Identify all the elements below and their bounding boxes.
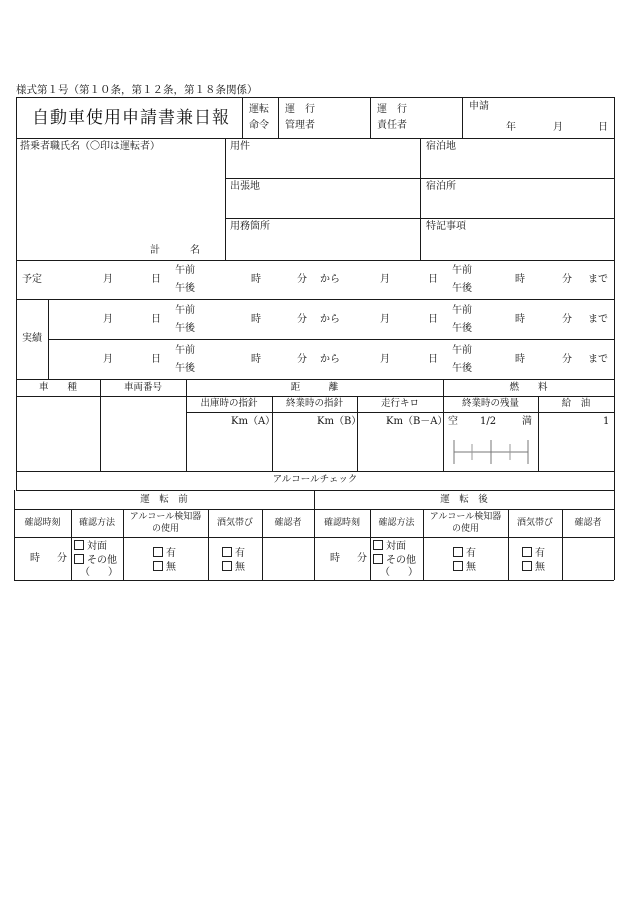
pm-label: 午後	[452, 363, 472, 374]
day-unit: 日	[151, 314, 161, 325]
pm-label: 午後	[175, 363, 195, 374]
method-other-label: その他	[87, 555, 117, 566]
shuki-no-option[interactable]	[222, 561, 245, 574]
fuel-full-label: 満	[522, 416, 532, 427]
checkbox-icon[interactable]	[373, 554, 383, 564]
from-label: から	[320, 354, 340, 365]
hour-unit: 時	[515, 274, 525, 285]
paren-close: ）	[108, 567, 118, 578]
shuki-no-option[interactable]	[522, 561, 545, 574]
checkbox-icon[interactable]	[222, 561, 232, 571]
checkbox-icon[interactable]	[153, 547, 163, 557]
yes-label: 有	[535, 548, 545, 559]
unten-label: 運転	[249, 104, 269, 115]
month-unit: 月	[103, 314, 113, 325]
tokki-jikou-label: 特記事項	[426, 221, 466, 232]
fuel-half-label: 1/2	[480, 416, 497, 427]
day-unit: 日	[151, 354, 161, 365]
method-face-option[interactable]	[373, 540, 406, 553]
hour-unit: 時	[330, 553, 340, 564]
passenger-total-label: 計 名	[150, 245, 200, 256]
checkbox-icon[interactable]	[74, 540, 84, 550]
minute-unit: 分	[297, 274, 307, 285]
form-reference: 様式第１号（第１０条，第１２条，第１８条関係）	[16, 84, 258, 96]
detector-header-2: の使用	[451, 524, 479, 534]
checkbox-icon[interactable]	[74, 554, 84, 564]
km-ba-unit: Km（B－A）	[386, 416, 448, 427]
hour-unit: 時	[251, 274, 261, 285]
unko-kanrisha-label-2: 管理者	[285, 120, 315, 131]
sharyo-bango-header: 車両番号	[123, 382, 162, 393]
minute-unit: 分	[562, 314, 572, 325]
method-face-option[interactable]	[74, 540, 107, 553]
pm-label: 午後	[175, 323, 195, 334]
no-label: 無	[535, 562, 545, 573]
shashu-header: 車 種	[38, 382, 77, 393]
method-face-label: 対面	[386, 541, 406, 552]
soko-kiro-header: 走行キロ	[380, 398, 419, 409]
month-unit: 月	[380, 354, 390, 365]
yes-label: 有	[166, 548, 176, 559]
until-label: まで	[588, 274, 608, 285]
minute-unit: 分	[357, 553, 367, 564]
detector-no-option[interactable]	[453, 561, 476, 574]
day-unit: 日	[151, 274, 161, 285]
checkbox-icon[interactable]	[153, 561, 163, 571]
shucchouchi-label: 出張地	[230, 181, 260, 192]
passengers-label: 搭乗者職氏名（〇印は運転者）	[20, 141, 160, 152]
am-label: 午前	[175, 345, 195, 356]
day-unit: 日	[428, 314, 438, 325]
checkbox-icon[interactable]	[453, 561, 463, 571]
pm-label: 午後	[452, 323, 472, 334]
kakunin-jikoku-header: 確認時刻	[24, 518, 61, 528]
shuki-yes-option[interactable]	[522, 547, 545, 560]
method-other-option[interactable]	[74, 554, 117, 567]
document-title: 自動車使用申請書兼日報	[32, 108, 230, 128]
no-label: 無	[235, 562, 245, 573]
until-label: まで	[588, 354, 608, 365]
hour-unit: 時	[515, 354, 525, 365]
day-label: 日	[598, 122, 608, 133]
shuki-header: 酒気帯び	[516, 518, 553, 528]
am-label: 午前	[452, 345, 472, 356]
shuki-header: 酒気帯び	[216, 518, 253, 528]
nenryo-header: 燃 料	[509, 382, 548, 393]
am-label: 午前	[452, 265, 472, 276]
fuel-empty-label: 空	[448, 416, 458, 427]
hour-unit: 時	[251, 314, 261, 325]
kakunin-houhou-header: 確認方法	[378, 518, 415, 528]
checkbox-icon[interactable]	[522, 561, 532, 571]
detector-yes-option[interactable]	[453, 547, 476, 560]
unko-sekininsha-label-1: 運 行	[377, 104, 407, 115]
day-unit: 日	[428, 274, 438, 285]
kyuyu-header: 給 油	[561, 398, 591, 409]
yes-label: 有	[235, 548, 245, 559]
hour-unit: 時	[515, 314, 525, 325]
detector-no-option[interactable]	[153, 561, 176, 574]
shugyo-shishin-header: 終業時の指針	[285, 398, 343, 409]
minute-unit: 分	[297, 314, 307, 325]
from-label: から	[320, 274, 340, 285]
youmu-kasho-label: 用務箇所	[230, 221, 270, 232]
minute-unit: 分	[297, 354, 307, 365]
paren-open: （	[380, 567, 390, 578]
no-label: 無	[166, 562, 176, 573]
method-other-label: その他	[386, 555, 416, 566]
yes-label: 有	[466, 548, 476, 559]
before-driving-header: 運 転 前	[140, 494, 188, 505]
checkbox-icon[interactable]	[453, 547, 463, 557]
detector-header-2: の使用	[151, 524, 179, 534]
shinsei-label: 申請	[469, 101, 489, 112]
kakuninsha-header: 確認者	[574, 518, 602, 528]
unko-kanrisha-label-1: 運 行	[285, 104, 315, 115]
month-unit: 月	[103, 354, 113, 365]
km-b-unit: Km（B）	[317, 416, 362, 427]
fuel-gauge-icon	[448, 434, 534, 468]
method-other-option[interactable]	[373, 554, 416, 567]
youken-label: 用件	[230, 141, 250, 152]
pm-label: 午後	[452, 283, 472, 294]
year-label: 年	[506, 122, 516, 133]
kakunin-houhou-header: 確認方法	[78, 518, 115, 528]
kakuninsha-header: 確認者	[274, 518, 302, 528]
yotei-label: 予定	[22, 274, 42, 285]
pm-label: 午後	[175, 283, 195, 294]
shugyo-zanryo-header: 終業時の残量	[461, 398, 519, 409]
detector-header-1: アルコール検知器	[429, 512, 502, 522]
shukuhakusho-label: 宿泊所	[426, 181, 456, 192]
kakunin-jikoku-header: 確認時刻	[323, 518, 360, 528]
alcohol-check-title: アルコールチェック	[272, 474, 358, 485]
km-a-unit: Km（A）	[231, 416, 276, 427]
hour-unit: 時	[30, 553, 40, 564]
am-label: 午前	[175, 265, 195, 276]
hour-unit: 時	[251, 354, 261, 365]
jisseki-label: 実績	[22, 333, 42, 344]
until-label: まで	[588, 314, 608, 325]
shuki-yes-option[interactable]	[222, 547, 245, 560]
shukuhakuchi-label: 宿泊地	[426, 141, 456, 152]
am-label: 午前	[175, 305, 195, 316]
minute-unit: 分	[562, 274, 572, 285]
meirei-label: 命令	[249, 120, 269, 131]
month-unit: 月	[380, 274, 390, 285]
after-driving-header: 運 転 後	[440, 494, 488, 505]
from-label: から	[320, 314, 340, 325]
am-label: 午前	[452, 305, 472, 316]
minute-unit: 分	[562, 354, 572, 365]
month-label: 月	[553, 122, 563, 133]
no-label: 無	[466, 562, 476, 573]
checkbox-icon[interactable]	[222, 547, 232, 557]
day-unit: 日	[428, 354, 438, 365]
method-face-label: 対面	[87, 541, 107, 552]
minute-unit: 分	[57, 553, 67, 564]
unko-sekininsha-label-2: 責任者	[377, 120, 407, 131]
month-unit: 月	[103, 274, 113, 285]
month-unit: 月	[380, 314, 390, 325]
checkbox-icon[interactable]	[373, 540, 383, 550]
paren-open: （	[80, 567, 90, 578]
checkbox-icon[interactable]	[522, 547, 532, 557]
detector-yes-option[interactable]	[153, 547, 176, 560]
paren-close: ）	[408, 567, 418, 578]
kyuyu-value: 1	[603, 416, 610, 427]
shukko-shishin-header: 出庫時の指針	[200, 398, 258, 409]
kyori-header: 距 離	[290, 382, 339, 393]
detector-header-1: アルコール検知器	[129, 512, 202, 522]
